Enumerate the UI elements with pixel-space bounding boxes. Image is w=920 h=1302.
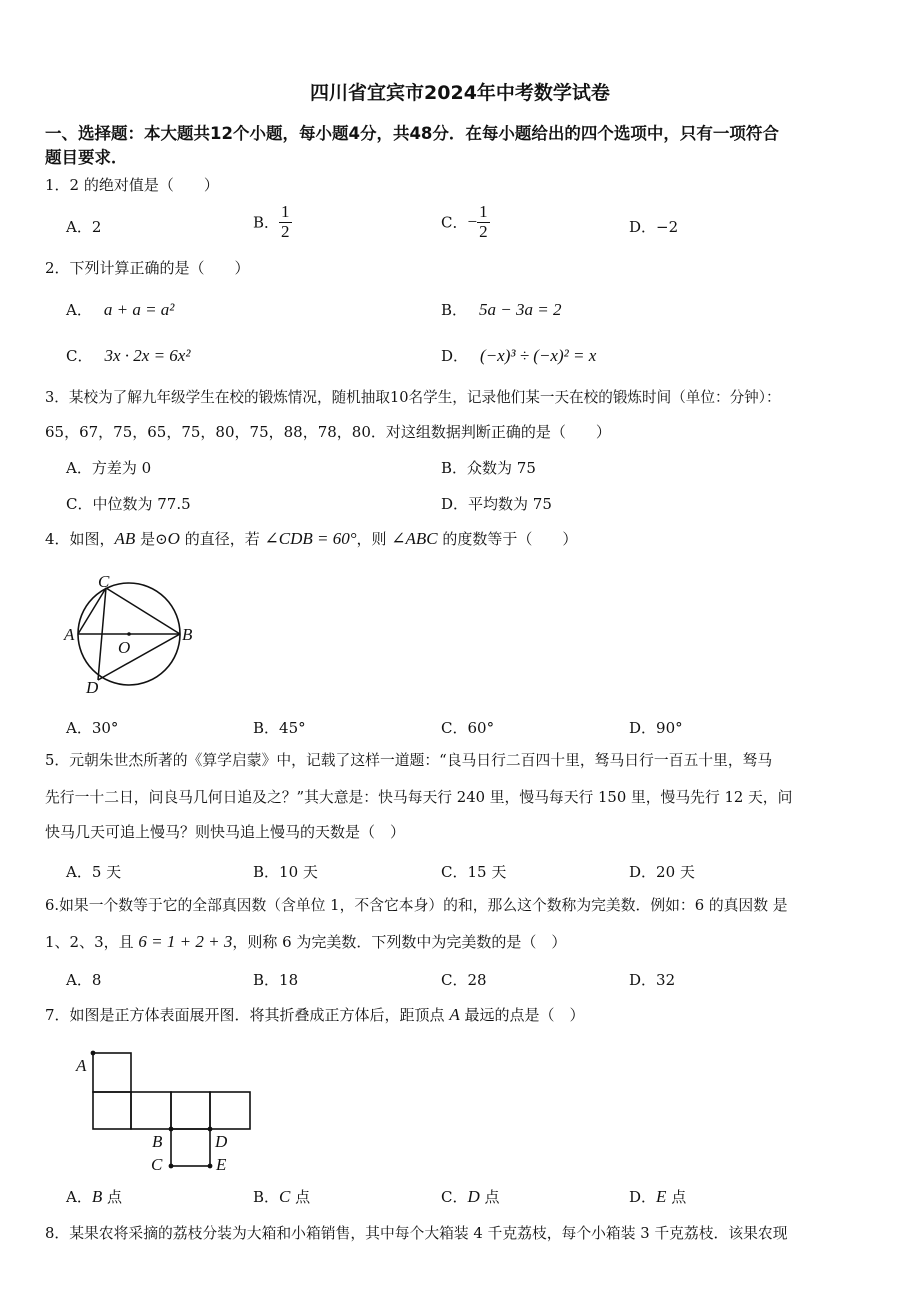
q4-stem-mid: 是⊙	[135, 530, 168, 548]
q1-option-c-fraction	[477, 203, 490, 241]
q4-option-a: A．30°	[66, 719, 119, 737]
q1-b-numerator: 1	[281, 202, 290, 221]
q6-stem-post: ，则称 6 为完美数．下列数中为完美数的是（ ）	[232, 933, 567, 951]
label-b: B	[182, 625, 193, 644]
q7-c-suffix: 点	[479, 1188, 500, 1206]
q2-stem: 2．下列计算正确的是（ ）	[45, 259, 250, 277]
q4-ab: AB	[114, 529, 136, 548]
net-label-e: E	[216, 1155, 227, 1174]
label-c: C	[98, 572, 110, 591]
q7-option-c	[441, 1186, 500, 1207]
q5-option-a: A．5 天	[66, 863, 122, 881]
q3-stem-line2: 65，67，75，65，75，80，75，88，78，80．对这组数据判断正确的是（ ）	[45, 423, 611, 441]
net-square-top	[93, 1053, 131, 1092]
q5-option-b: B．10 天	[253, 863, 318, 881]
q7-stem-pre: 7．如图是正方体表面展开图．将其折叠成正方体后，距顶点	[45, 1006, 450, 1024]
q7-option-d	[629, 1186, 686, 1207]
q6-option-b: B．18	[253, 971, 299, 989]
vertex-c	[169, 1164, 174, 1169]
q4-condition: ∠CDB = 60°	[264, 529, 357, 548]
label-o: O	[118, 638, 131, 657]
net-label-d: D	[215, 1132, 228, 1151]
q6-option-a: A．8	[66, 971, 102, 989]
q5-stem-line3: 快马几天可追上慢马？则快马追上慢马的天数是（ ）	[45, 823, 406, 841]
q2-a-label: A．	[66, 301, 92, 319]
segment-db	[98, 634, 180, 680]
segment-ac	[78, 588, 106, 634]
q2-b-expr: 5a − 3a = 2	[479, 300, 562, 319]
vertex-e	[208, 1164, 213, 1169]
q5-stem-line2: 先行一十二日，问良马几何日追及之？”其大意是：快马每天行 240 里，慢马每天行 150 里，慢马先行 12 天，问	[45, 789, 793, 806]
q2-option-c	[66, 345, 190, 366]
q2-c-expr: 3x · 2x = 6x²	[104, 346, 191, 365]
q3-option-c: C．中位数为 77.5	[66, 495, 191, 513]
q3-option-d: D．平均数为 75	[441, 495, 552, 513]
net-label-c: C	[151, 1155, 163, 1174]
q6-equation: 6 = 1 + 2 + 3	[138, 932, 233, 951]
q1-c-denominator: 2	[479, 221, 488, 241]
q5-stem-line1: 5．元朝朱世杰所著的《算学启蒙》中，记载了这样一道题：“良马日行二百四十里，驽马日行一百五十里，驽马	[45, 752, 773, 769]
section-heading-line2: 题目要求．	[45, 148, 128, 167]
q1-b-denominator: 2	[281, 221, 290, 241]
q6-option-c: C．28	[441, 971, 487, 989]
circle-figure	[60, 572, 210, 702]
q4-stem	[45, 528, 577, 549]
q4-stem-mid2: 的直径，若	[179, 530, 265, 548]
q2-d-expr: (−x)³ ÷ (−x)² = x	[480, 346, 597, 365]
q1-option-b	[253, 203, 292, 241]
q2-c-label: C．	[66, 347, 93, 365]
label-a: A	[64, 625, 75, 644]
q7-d-suffix: 点	[666, 1188, 687, 1206]
q1-option-c	[441, 203, 490, 241]
q4-stem-mid3: ，则	[356, 530, 392, 548]
q3-stem-line1: 3．某校为了解九年级学生在校的锻炼情况，随机抽取10名学生，记录他们某一天在校的锻炼时间（单位：分钟）：	[45, 389, 781, 406]
q7-d-point: E	[656, 1187, 667, 1206]
q7-a-label: A．	[66, 1188, 92, 1206]
net-square-row-2	[131, 1092, 171, 1129]
q4-stem-end: 的度数等于（ ）	[437, 530, 578, 548]
q3-option-a: A．方差为 0	[66, 459, 152, 477]
q1-option-d: D．−2	[629, 218, 679, 236]
q1-option-a: A．2	[66, 218, 102, 236]
q4-target: ∠ABC	[391, 529, 438, 548]
label-d: D	[86, 678, 99, 697]
net-label-b: B	[152, 1132, 163, 1151]
q7-stem-post: 最远的点是（ ）	[459, 1006, 585, 1024]
q7-option-a	[66, 1186, 122, 1207]
net-square-bottom	[171, 1129, 210, 1166]
q3-option-b: B．众数为 75	[441, 459, 536, 477]
q2-option-b	[441, 299, 561, 320]
q1-stem: 1．2 的绝对值是（ ）	[45, 176, 219, 194]
segment-cb	[106, 588, 180, 634]
q7-c-point: D	[467, 1187, 480, 1206]
q1-c-numerator: 1	[479, 202, 488, 221]
q7-b-label: B．	[253, 1188, 280, 1206]
q1-option-c-label: C．	[441, 213, 468, 232]
q2-d-label: D．	[441, 347, 469, 365]
q7-option-b	[253, 1186, 310, 1207]
net-label-a: A	[76, 1056, 87, 1075]
q1-c-sign: −	[467, 212, 478, 232]
q1-option-b-fraction	[279, 203, 292, 241]
q2-option-a	[66, 299, 174, 320]
q7-d-label: D．	[629, 1188, 657, 1206]
q7-c-label: C．	[441, 1188, 468, 1206]
q7-a-suffix: 点	[102, 1188, 123, 1206]
q6-stem-line1: 6.如果一个数等于它的全部真因数（含单位 1，不含它本身）的和，那么这个数称为完美数．例如：6 的真因数 是	[45, 897, 788, 914]
q4-option-b: B．45°	[253, 719, 306, 737]
q7-b-point: C	[279, 1187, 291, 1206]
section-heading-line1: 一、选择题：本大题共12个小题，每小题4分，共48分．在每小题给出的四个选项中，只有一项符合	[45, 124, 779, 143]
q7-stem	[45, 1004, 585, 1025]
net-square-row-4	[210, 1092, 250, 1129]
q4-stem-pre: 4．如图，	[45, 530, 115, 548]
net-square-row-1	[93, 1092, 131, 1129]
vertex-b	[169, 1127, 174, 1132]
q2-option-d	[441, 345, 596, 366]
q1-option-b-label: B．	[253, 213, 280, 232]
q6-option-d: D．32	[629, 971, 676, 989]
q4-option-d: D．90°	[629, 719, 683, 737]
q5-option-d: D．20 天	[629, 863, 695, 881]
q5-option-c: C．15 天	[441, 863, 507, 881]
q2-a-expr: a + a = a²	[103, 300, 175, 319]
q4-o: O	[167, 529, 180, 548]
vertex-a	[91, 1051, 96, 1056]
q8-stem-line1: 8．某果农将采摘的荔枝分装为大箱和小箱销售，其中每个大箱装 4 千克荔枝，每个小箱装 3 千克荔枝．该果农现	[45, 1225, 788, 1242]
q6-stem-pre: 1、2、3，且	[45, 933, 139, 951]
net-square-row-3	[171, 1092, 210, 1129]
q2-b-label: B．	[441, 301, 468, 319]
center-point	[127, 632, 131, 636]
q7-b-suffix: 点	[290, 1188, 311, 1206]
q7-a-point: B	[91, 1187, 103, 1206]
q4-option-c: C．60°	[441, 719, 495, 737]
q7-point: A	[449, 1005, 460, 1024]
vertex-d	[208, 1127, 213, 1132]
page-title: 四川省宜宾市2024年中考数学试卷	[310, 82, 610, 104]
cube-net-figure	[70, 1046, 260, 1176]
q6-stem-line2	[45, 931, 566, 952]
